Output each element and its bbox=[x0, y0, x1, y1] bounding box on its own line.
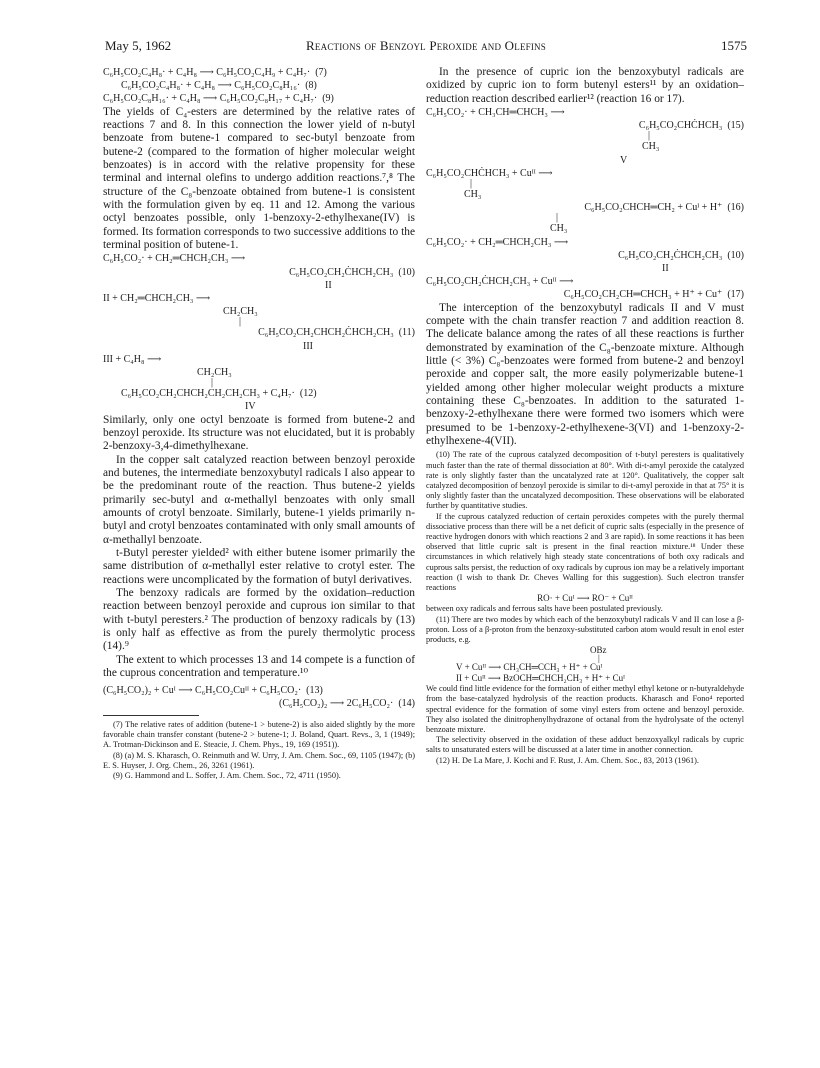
equation-16-branch: CH₃ bbox=[464, 189, 482, 201]
footnote-9: (9) G. Hammond and L. Soffer, J. Am. Chem. Soc., 72, 4711 (1950). bbox=[113, 770, 341, 780]
equation-15-product: C₆H₅CO₂CHĊHCH₃ (15) bbox=[638, 120, 744, 132]
equation-14: (C₆H₅CO₂)₂ ⟶ 2C₆H₅CO₂· (14) bbox=[279, 697, 415, 709]
equation-9: C₆H₅CO₂C₈H₁₆· + C₄H₈ ⟶ C₆H₅CO₂C₈H₁₇ + C₄H₇· (9) bbox=[103, 93, 334, 105]
paragraph: t-Butyl perester yielded² with either butene isomer primarily the same distribution of α-methallyl ester relative to crotyl ester. The reactions were uncomplicated by the formation of butyl derivatives. bbox=[103, 547, 415, 586]
compound-label: II bbox=[662, 263, 669, 275]
equation-15-bond: | bbox=[648, 130, 651, 142]
footnote-rule bbox=[103, 715, 199, 716]
equation-11-branch: CH₂CH₃ bbox=[223, 306, 258, 318]
paragraph: Similarly, only one octyl benzoate is formed from butene-2 and benzoyl peroxide. Its structure was not elucidated, but it is probably 2-benzoxy-3,4-dimethylhexane. bbox=[103, 413, 415, 453]
left-column bbox=[103, 66, 415, 781]
equation-10-line: C₆H₅CO₂· + CH₂═CHCH₂CH₃ ⟶ bbox=[103, 253, 246, 265]
footnote-equation: II + Cuᴵᴵ ⟶ BzOCH═CHCH₂CH₃ + H⁺ + Cuᴵ bbox=[456, 673, 625, 684]
footnote-10: (10) The rate of the cuprous catalyzed decomposition of t-butyl peresters is qualitatively much faster than the rate of thermal dissociation at 80°. With di-t-amyl peroxide the catalyzed rate is only slightly faster than the uncatalyzed rate at 120°. Qualitatively, the copper salt catalyzed decomposition of benzoyl peroxide is similar to di-t-amyl peroxide in that at 75° it is only slightly faster than the uncatalyzed decomposition. These observations will be elaborated further by quantitative studies. bbox=[426, 450, 744, 511]
footnote-10-end: between oxy radicals and ferrous salts have been postulated previously. bbox=[426, 604, 663, 614]
paragraph: The benzoxy radicals are formed by the oxidation–reduction reaction between benzoyl peroxide and cuprous ion similar to that with t-butyl peresters.² The production of benzoxy radicals by (13) is only half as effective as from the purely thermolytic process (14).⁹ bbox=[103, 587, 415, 653]
footnote-equation-substituent: OBz bbox=[590, 645, 607, 656]
header-page-number: 1575 bbox=[721, 38, 747, 53]
equation-8: C₆H₅CO₂C₄H₈· + C₄H₈ ⟶ C₆H₅CO₂C₈H₁₆· (8) bbox=[121, 80, 317, 92]
footnote-11-continued: We could find little evidence for the formation of either methyl ethyl ketone or n-butyraldehyde from the base-catalyzed hydrolysis of the reaction products. Kharasch and Fono⁴ reported spectral evidence for the formation of some vinyl esters from octene and benzoyl peroxide. They also isolated the dinitrophenylhydrazone of octanal from the hydrolysate of the octenyl benzoate mixture. bbox=[426, 684, 744, 734]
footnote-12: (12) H. De La Mare, J. Kochi and F. Rust, J. Am. Chem. Soc., 83, 2013 (1961). bbox=[436, 755, 699, 765]
footnote-7: (7) The relative rates of addition (butene-1 > butene-2) is also aided slightly by the more favorable chain transfer constant (butene-2 > butene-1; J. Boland, Quart. Revs., 3, 1 (1949); A. Trotman-Dickinson and E. Steacie, J. Chem. Phys., 19, 169 (1951)). bbox=[103, 719, 415, 750]
equation-12-line: III + C₄H₈ ⟶ bbox=[103, 353, 162, 365]
compound-label: II bbox=[325, 279, 332, 291]
header-title: Reactions of Benzoyl Peroxide and Olefins bbox=[306, 38, 546, 53]
equation-10-product: C₆H₅CO₂CH₂ĊHCH₂CH₃ (10) bbox=[618, 249, 744, 261]
equation-15-branch: CH₃ bbox=[642, 141, 660, 153]
equation-17-line: C₆H₅CO₂CH₂ĊHCH₂CH₃ + Cuᴵᴵ ⟶ bbox=[426, 276, 574, 288]
equation-12-branch: CH₂CH₃ bbox=[197, 367, 232, 379]
footnote-equation: RO· + Cuᴵ ⟶ RO⁻ + Cuᴵᴵ bbox=[537, 593, 633, 604]
equation-11-bond: | bbox=[239, 316, 242, 328]
equation-16-branch: CH₃ bbox=[550, 223, 568, 235]
equation-10-line: C₆H₅CO₂· + CH₂═CHCH₂CH₃ ⟶ bbox=[426, 236, 569, 248]
compound-label: IV bbox=[245, 401, 256, 413]
equation-7: C₆H₅CO₂C₄H₈· + C₄H₈ ⟶ C₆H₅CO₂C₄H₉ + C₄H₇· (7) bbox=[103, 67, 327, 78]
equation-16-bond: | bbox=[470, 178, 473, 190]
footnote-8: (8) (a) M. S. Kharasch, O. Reinmuth and W. Urry, J. Am. Chem. Soc., 69, 1105 (1947); (b) E. S. Huyser, J. Org. Chem., 26, 3261 (1961). bbox=[103, 750, 415, 770]
paragraph: In the copper salt catalyzed reaction between benzoyl peroxide and butenes, the intermediate benzoxybutyl radicals I also appear to be the predominant route of the reaction. Thus butene-2 yields primarily sec-butyl and α-methallyl benzoates with only small amounts of crotyl benzoate. Similarly, butene-1 yields primarily n-butyl and crotyl benzoates contaminated with only small amounts of α-methallyl benzoate. bbox=[103, 453, 415, 546]
footnote-11-end: The selectivity observed in the oxidation of these adduct benzoxyalkyl radicals by cupric salts to unsaturated esters will be discussed at a later time in another connection. bbox=[426, 735, 744, 755]
equation-15-line: C₆H₅CO₂· + CH₃CH═CHCH₃ ⟶ bbox=[426, 107, 565, 119]
equation-10-product: C₆H₅CO₂CH₂ĊHCH₂CH₃ (10) bbox=[289, 266, 415, 278]
equation-16-line: C₆H₅CO₂CHĊHCH₃ + Cuᴵᴵ ⟶ bbox=[426, 167, 553, 179]
compound-label: V bbox=[620, 154, 628, 166]
compound-label: III bbox=[303, 340, 313, 352]
paragraph: The interception of the benzoxybutyl radicals II and V must compete with the chain transfer reaction 7 and addition reaction 8. The delicate balance among the rates of all these reactions is further demonstrated by examination of the C₈-benzoate mixture. Although little (< 3%) C₈-benzoates were formed from butene-2 and benzoyl peroxide and copper salt, the more easily polymerizable butene-1 yielded among other higher molecular weight products a mixture containing these C₈-benzoates. In addition to the saturated 1-benzoxy-2-ethylhexane there were formed two isomers which were presumed to be 1-benzoxy-2-ethylhexene-3(VI) and 1-benzoxy-2-ethylhexene-4(VII). bbox=[426, 301, 744, 448]
footnote-equation-bond: | bbox=[598, 653, 600, 664]
equation-12-bond: | bbox=[211, 377, 214, 389]
equation-13: (C₆H₅CO₂)₂ + Cuᴵ ⟶ C₆H₅CO₂Cuᴵᴵ + C₆H₅CO₂· (13) bbox=[103, 684, 323, 696]
equation-17-product: C₆H₅CO₂CH₂CH═CHCH₃ + H⁺ + Cu⁺ (17) bbox=[563, 289, 744, 301]
right-column bbox=[426, 66, 744, 766]
header-date: May 5, 1962 bbox=[105, 38, 172, 53]
equation-12-product: C₆H₅CO₂CH₂CHCH₂CH₂CH₂CH₃ + C₄H₇· (12) bbox=[121, 388, 317, 400]
footnote-11: (11) There are two modes by which each of the benzoxybutyl radicals V and II can lose a β-proton. Loss of a β-proton from the benzoxy-substituted carbon atom would result in enol ester products, e.g. bbox=[426, 614, 744, 644]
footnote-10-continued: If the cuprous catalyzed reduction of certain peroxides competes with the purely thermal dissociative process than there will be a net deficit of cupric salts (especially in the presence of reactive hydrogen donors with which reactions 2 and 3 are rapid). In some reactions it has been observed that little cupric salt is present in the final reaction mixture.¹⁸ Under these circumstances in which relatively high steady state concentrations of both oxy radicals and cuprous salts persist, the reduction of oxy radicals by cuprous ion may be a relatively important reaction (I wish to thank Dr. Cheves Walling for this suggestion). Such electron transfer reactions bbox=[426, 511, 744, 593]
footnote-equation: V + Cuᴵᴵ ⟶ CH₃CH═CCH₃ + H⁺ + Cuᴵ bbox=[456, 662, 603, 673]
equation-16-bond: | bbox=[556, 212, 559, 224]
equation-11-line: II + CH₂═CHCH₂CH₃ ⟶ bbox=[103, 293, 211, 304]
running-header bbox=[105, 38, 747, 56]
paragraph: The yields of C₄-esters are determined by the relative rates of reactions 7 and 8. In this connection the lower yield of n-butyl benzoate from butene-1 compared to sec-butyl benzoate from butene-2 (compared to the formation of higher molecular weight benzoates) is in accord with the relative propensity for these terminal and internal olefins to undergo addition reactions.⁷,⁸ The structure of the C₈-benzoate obtained from butene-1 is consistent with the formulation given by eq. 11 and 12. Among the various octyl benzoates possible, only 1-benzoxy-2-ethylhexane(IV) is formed. Its formation corresponds to two successive additions to the terminal position of butene-1. bbox=[103, 105, 415, 252]
paragraph: In the presence of cupric ion the benzoxybutyl radicals are oxidized by cupric ion to form butenyl esters¹¹ by an oxidation–reduction reaction described earlier¹² (reaction 16 or 17). bbox=[426, 66, 744, 105]
paragraph: The extent to which processes 13 and 14 compete is a function of the cuprous concentration and temperature.¹⁰ bbox=[103, 653, 415, 680]
equation-11-product: C₆H₅CO₂CH₂CHCH₂ĊHCH₂CH₃ (11) bbox=[258, 327, 415, 339]
equation-16-product: C₆H₅CO₂CHCH═CH₂ + Cuᴵ + H⁺ (16) bbox=[584, 202, 744, 214]
